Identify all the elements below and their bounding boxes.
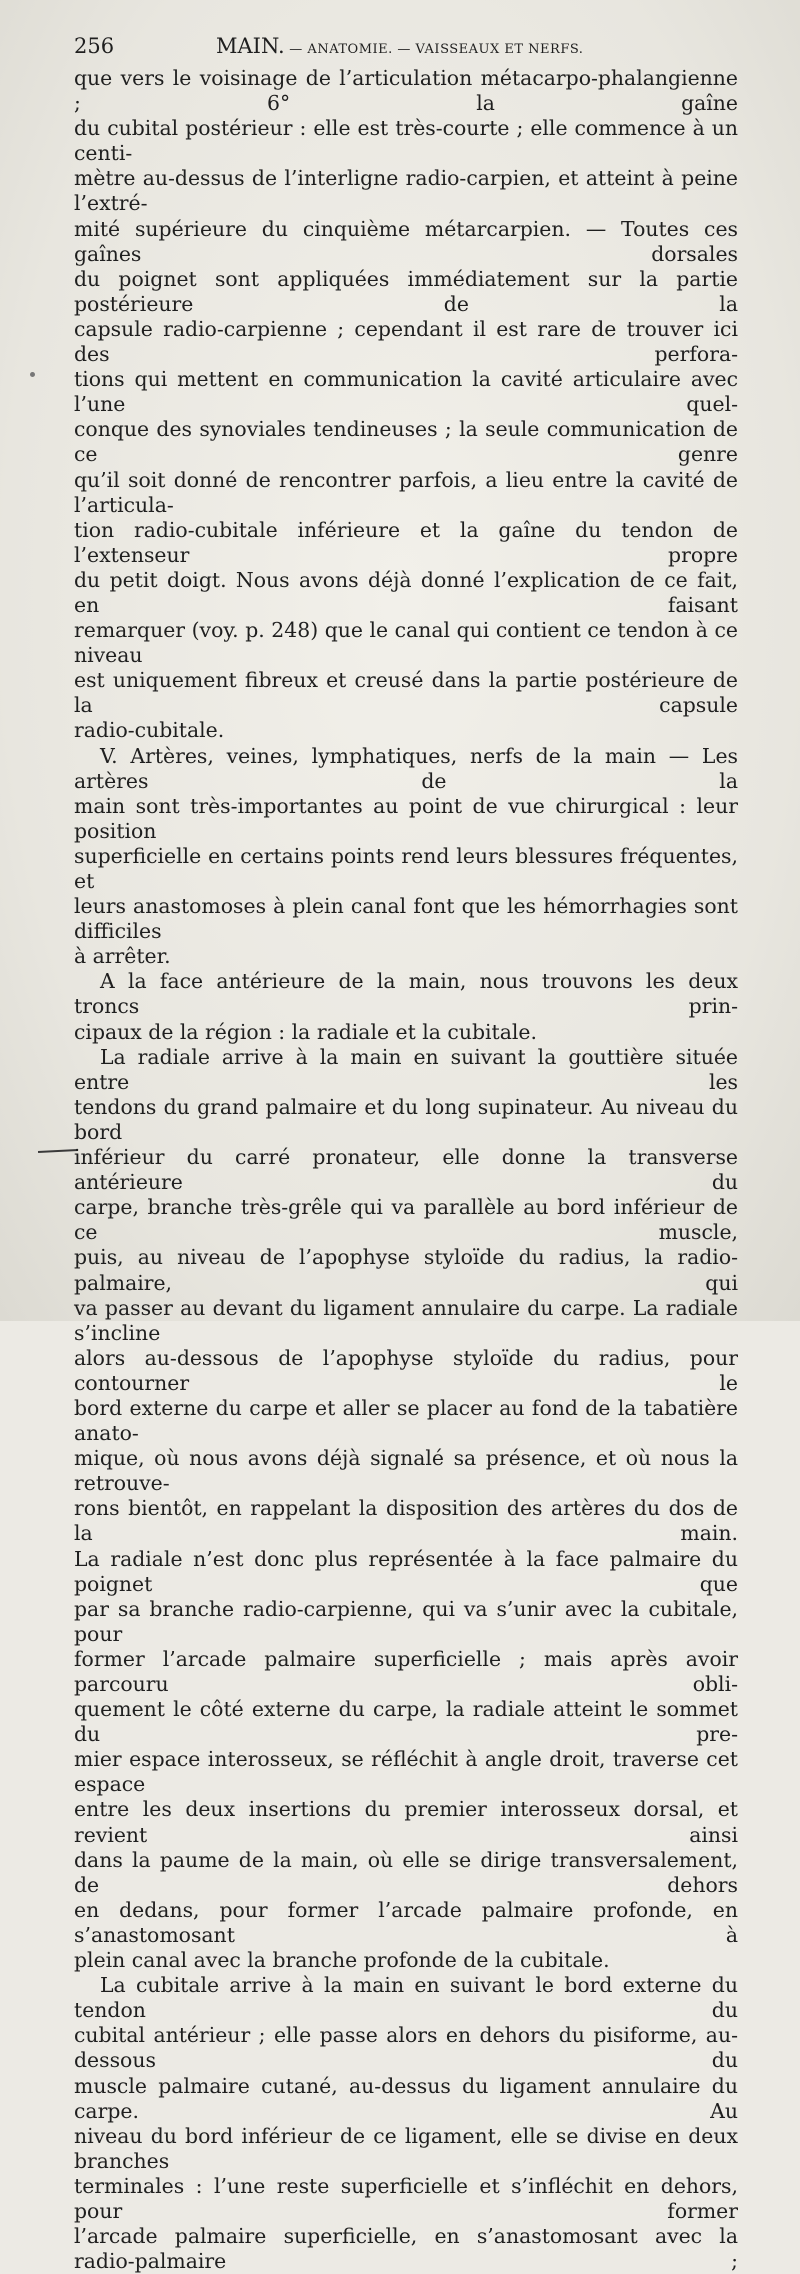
running-title (216, 34, 583, 58)
text-line: du petit doigt. Nous avons déjà donné l’explication de ce fait, en faisant (74, 567, 738, 617)
text-line: cubital antérieur ; elle passe alors en dehors du pisiforme, au-dessous du (74, 2023, 738, 2073)
text-line: puis, au niveau de l’apophyse styloïde du radius, la radio-palmaire, qui (74, 1245, 738, 1295)
text-line: tendons du grand palmaire et du long supinateur. Au niveau du bord (74, 1094, 738, 1144)
running-title-main: MAIN. (216, 34, 285, 58)
running-title-rest: — ANATOMIE. — VAISSEAUX ET NERFS. (284, 42, 584, 57)
text-line: terminales : l’une reste superficielle et s’infléchit en dehors, pour former (74, 2173, 738, 2223)
text-line: plein canal avec la branche profonde de la cubitale. (74, 1948, 610, 1973)
text-line: La radiale arrive à la main en suivant la gouttière située entre les (74, 1044, 738, 1094)
text-line: superficielle en certains points rend leurs blessures fréquentes, et (74, 843, 738, 893)
text-line: carpe, branche très-grêle qui va parallèle au bord inférieur de ce muscle, (74, 1195, 738, 1245)
text-line: tion radio-cubitale inférieure et la gaîne du tendon de l’extenseur propre (74, 517, 738, 567)
margin-pencil-mark (38, 1149, 78, 1153)
text-line: bord externe du carpe et aller se placer au fond de la tabatière anato- (74, 1395, 738, 1446)
text-line: l’arcade palmaire superficielle, en s’anastomosant avec la radio-palmaire ; (74, 2224, 738, 2274)
text-line: former l’arcade palmaire superficielle ; mais après avoir parcouru obli- (74, 1646, 738, 1696)
text-line: inférieur du carré pronateur, elle donne la transverse antérieure du (74, 1145, 738, 1195)
section-heading-line: V. Artères, veines, lymphatiques, nerfs de la main — Les artères de la (74, 743, 738, 793)
page-number: 256 (74, 34, 115, 58)
text-line: que vers le voisinage de l’articulation métacarpo-phalangienne ; 6° la gaîne (74, 66, 738, 116)
paragraph-4 (74, 1045, 738, 1973)
text-line: rons bientôt, en rappelant la disposition des artères du dos de la main. (74, 1496, 738, 1546)
text-line: mité supérieure du cinquième métarcarpien. — Toutes ces gaînes dorsales (74, 216, 738, 266)
text-line: muscle palmaire cutané, au-dessus du ligament annulaire du carpe. Au (74, 2073, 738, 2123)
body-text (74, 66, 738, 2274)
text-line: alors au-dessous de l’apophyse styloïde du radius, pour contourner le (74, 1345, 738, 1395)
text-line: va passer au devant du ligament annulaire du carpe. La radiale s’incline (74, 1295, 738, 1345)
text-line: du poignet sont appliquées immédiatement sur la partie postérieure de la (74, 266, 738, 316)
text-line: mique, où nous avons déjà signalé sa présence, et où nous la retrouve- (74, 1446, 738, 1496)
text-line: capsule radio-carpienne ; cependant il est rare de trouver ici des perfora- (74, 316, 738, 367)
text-line: radio-cubitale. (74, 718, 225, 743)
paragraph-1 (74, 66, 738, 744)
text-line: conque des synoviales tendineuses ; la seule communication de ce genre (74, 417, 738, 467)
running-header (74, 30, 734, 62)
text-line: en dedans, pour former l’arcade palmaire profonde, en s’anastomosant à (74, 1897, 738, 1947)
text-line: dans la paume de la main, où elle se dirige transversalement, de dehors (74, 1847, 738, 1897)
text-line: La cubitale arrive à la main en suivant le bord externe du tendon du (74, 1973, 738, 2023)
ink-spot (30, 372, 35, 377)
text-line: par sa branche radio-carpienne, qui va s’unir avec la cubitale, pour (74, 1596, 738, 1646)
text-line: du cubital postérieur : elle est très-courte ; elle commence à un centi- (74, 116, 738, 166)
text-line: mètre au-dessus de l’interligne radio-carpien, et atteint à peine l’extré- (74, 166, 738, 216)
text-line: La radiale n’est donc plus représentée à la face palmaire du poignet que (74, 1546, 738, 1596)
paragraph-5 (74, 1973, 738, 2274)
text-line: quement le côté externe du carpe, la radiale atteint le sommet du pre- (74, 1697, 738, 1747)
text-line: niveau du bord inférieur de ce ligament, elle se divise en deux branches (74, 2123, 738, 2173)
paragraph-2-section-heading (74, 744, 738, 970)
text-line: remarquer (voy. p. 248) que le canal qui contient ce tendon à ce niveau (74, 618, 738, 668)
text-line: leurs anastomoses à plein canal font que les hémorrhagies sont difficiles (74, 894, 738, 944)
text-line: à arrêter. (74, 944, 171, 969)
paragraph-3 (74, 969, 738, 1044)
text-line: mier espace interosseux, se réfléchit à angle droit, traverse cet espace (74, 1747, 738, 1797)
text-line: cipaux de la région : la radiale et la cubitale. (74, 1019, 537, 1044)
text-line: tions qui mettent en communication la cavité articulaire avec l’une quel- (74, 367, 738, 417)
text-line: main sont très-importantes au point de vue chirurgical : leur position (74, 793, 738, 843)
text-line: A la face antérieure de la main, nous trouvons les deux troncs prin- (74, 969, 738, 1019)
text-line: qu’il soit donné de rencontrer parfois, a lieu entre la cavité de l’articula- (74, 467, 738, 517)
text-line: est uniquement fibreux et creusé dans la partie postérieure de la capsule (74, 668, 738, 718)
text-line: entre les deux insertions du premier interosseux dorsal, et revient ainsi (74, 1797, 738, 1847)
